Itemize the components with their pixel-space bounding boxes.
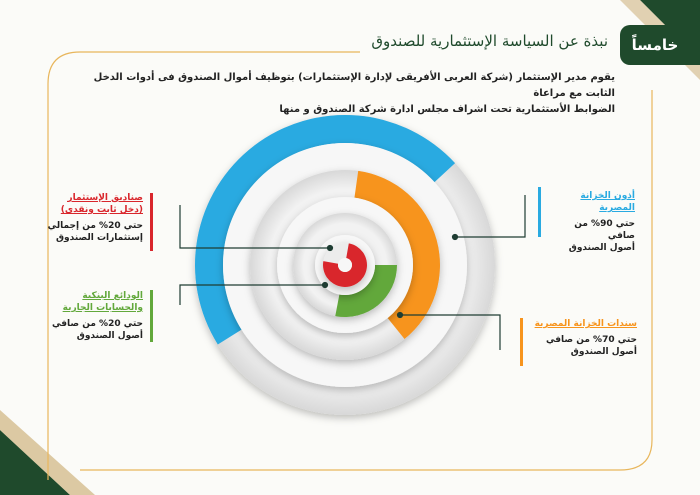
bank-deposits-color-bar — [150, 290, 153, 342]
treasury-bonds-desc-2: أصول الصندوق — [570, 347, 637, 357]
treasury-bonds-desc-1: حتي 70% من صافي — [546, 335, 637, 345]
intro-line-1: يقوم مدير الإستثمار (شركة العربى الأفريقى لإدارة الإستثمارات) بتوظيف أموال الصندوق فى أدوات الدخل الثابت مع مراعاة — [93, 72, 615, 99]
bank-deposits-label — [52, 290, 143, 342]
treasury-bonds-label — [527, 318, 637, 358]
treasury-bills-desc-2: أصول الصندوق — [568, 243, 635, 253]
treasury-bonds-color-bar — [520, 318, 523, 366]
treasury-bonds-title: سندات الخزانة المصرية — [534, 319, 637, 329]
investment-funds-desc-1: حتي 20% من إجمالي — [47, 221, 143, 231]
bank-deposits-desc-2: أصول الصندوق — [76, 331, 143, 341]
investment-funds-label — [48, 192, 143, 244]
investment-funds-title-1: صناديق الإستثمار — [67, 193, 143, 203]
investment-funds-title-2: (دخل ثابت ونقدى) — [60, 205, 143, 215]
investment-funds-desc-2: إستثمارات الصندوق — [56, 233, 143, 243]
treasury-bills-title: أذون الخزانة المصرية — [580, 191, 635, 213]
bank-deposits-desc-1: حتي 20% من صافي — [52, 319, 143, 329]
treasury-bills-label — [545, 190, 635, 254]
bank-deposits-title-1: الودائع البنكية — [82, 291, 143, 301]
intro-line-2: الضوابط الأستثمارية تحت اشراف مجلس ادارة شركة الصندوق و منها — [279, 104, 615, 115]
bank-deposits-title-2: والحسابات الجارية — [62, 303, 143, 313]
section-tab-label: خامساً — [631, 36, 679, 54]
page-title: نبذة عن السياسة الإستثمارية للصندوق — [371, 32, 608, 50]
investment-funds-color-bar — [150, 193, 153, 251]
treasury-bills-desc-1: حتي 90% من صافي — [574, 219, 635, 241]
treasury-bills-color-bar — [538, 187, 541, 237]
